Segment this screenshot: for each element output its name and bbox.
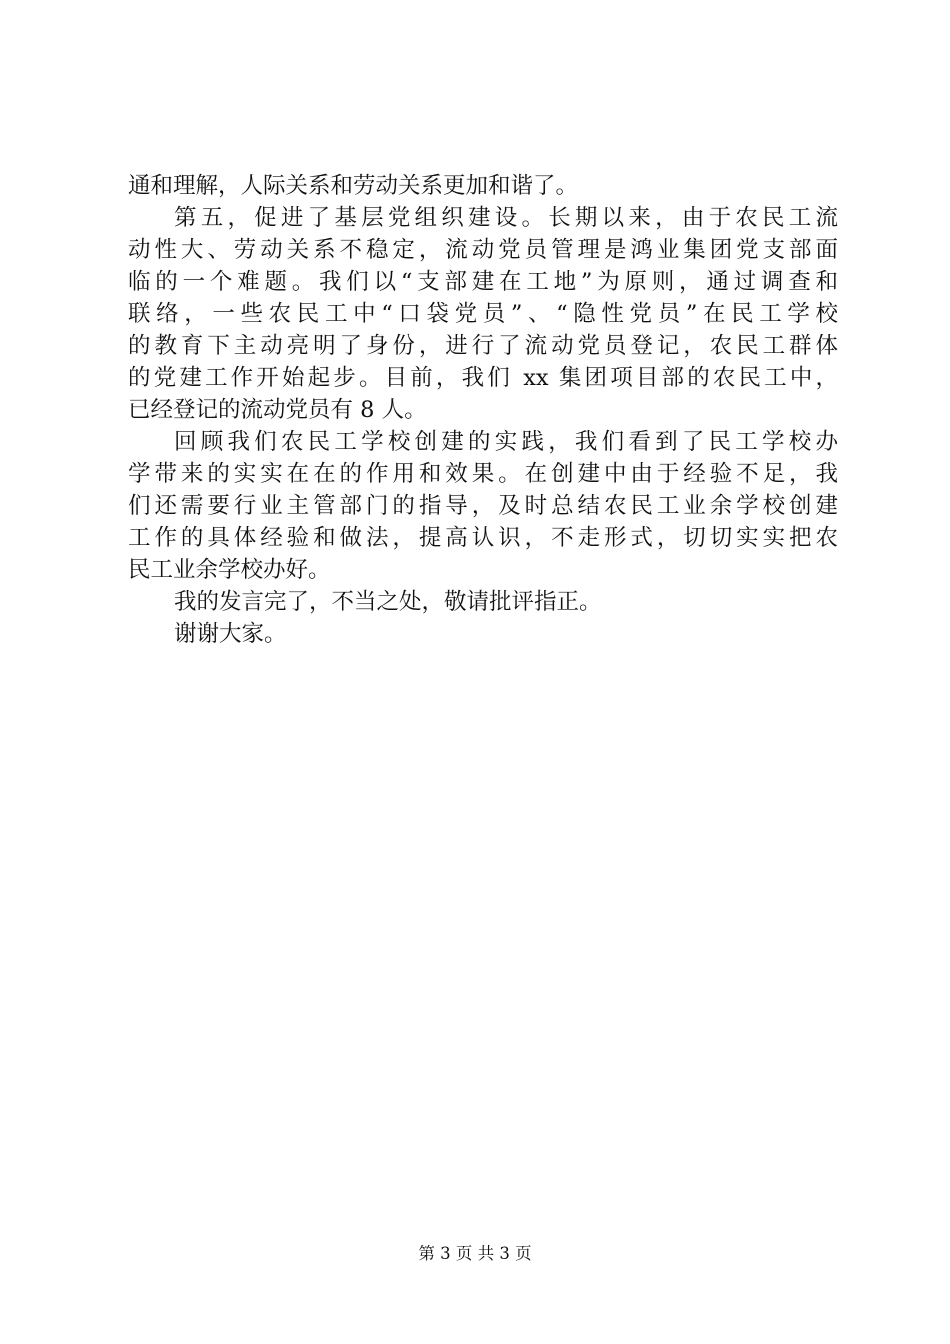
text-line: 学带来的实实在在的作用和效果。在创建中由于经验不足，我 — [128, 461, 838, 487]
text-line: 联络，一些农民工中“口袋党员”、“隐性党员”在民工学校 — [128, 301, 838, 327]
text-line: 的党建工作开始起步。目前，我们 xx 集团项目部的农民工中， — [128, 365, 838, 391]
text-line: 第五，促进了基层党组织建设。长期以来，由于农民工流 — [174, 205, 838, 231]
text-line: 动性大、劳动关系不稳定，流动党员管理是鸿业集团党支部面 — [128, 237, 838, 263]
text-line: 回顾我们农民工学校创建的实践，我们看到了民工学校办 — [174, 429, 838, 455]
text-line: 们还需要行业主管部门的指导，及时总结农民工业余学校创建 — [128, 493, 838, 519]
text-line: 临的一个难题。我们以“支部建在工地”为原则，通过调查和 — [128, 269, 838, 295]
page-number-label: 第 3 页 共 3 页 — [418, 1244, 532, 1263]
text-line: 的教育下主动亮明了身份，进行了流动党员登记，农民工群体 — [128, 333, 838, 359]
text-line: 通和理解，人际关系和劳动关系更加和谐了。 — [128, 173, 579, 199]
page-footer — [0, 1242, 950, 1266]
document-body — [128, 170, 838, 650]
text-line: 民工业余学校办好。 — [128, 557, 331, 583]
text-line: 谢谢大家。 — [174, 621, 287, 647]
text-line: 我的发言完了，不当之处，敬请批评指正。 — [174, 589, 602, 615]
text-line: 工作的具体经验和做法，提高认识，不走形式，切切实实把农 — [128, 525, 838, 551]
text-line: 已经登记的流动党员有 8 人。 — [128, 397, 427, 423]
